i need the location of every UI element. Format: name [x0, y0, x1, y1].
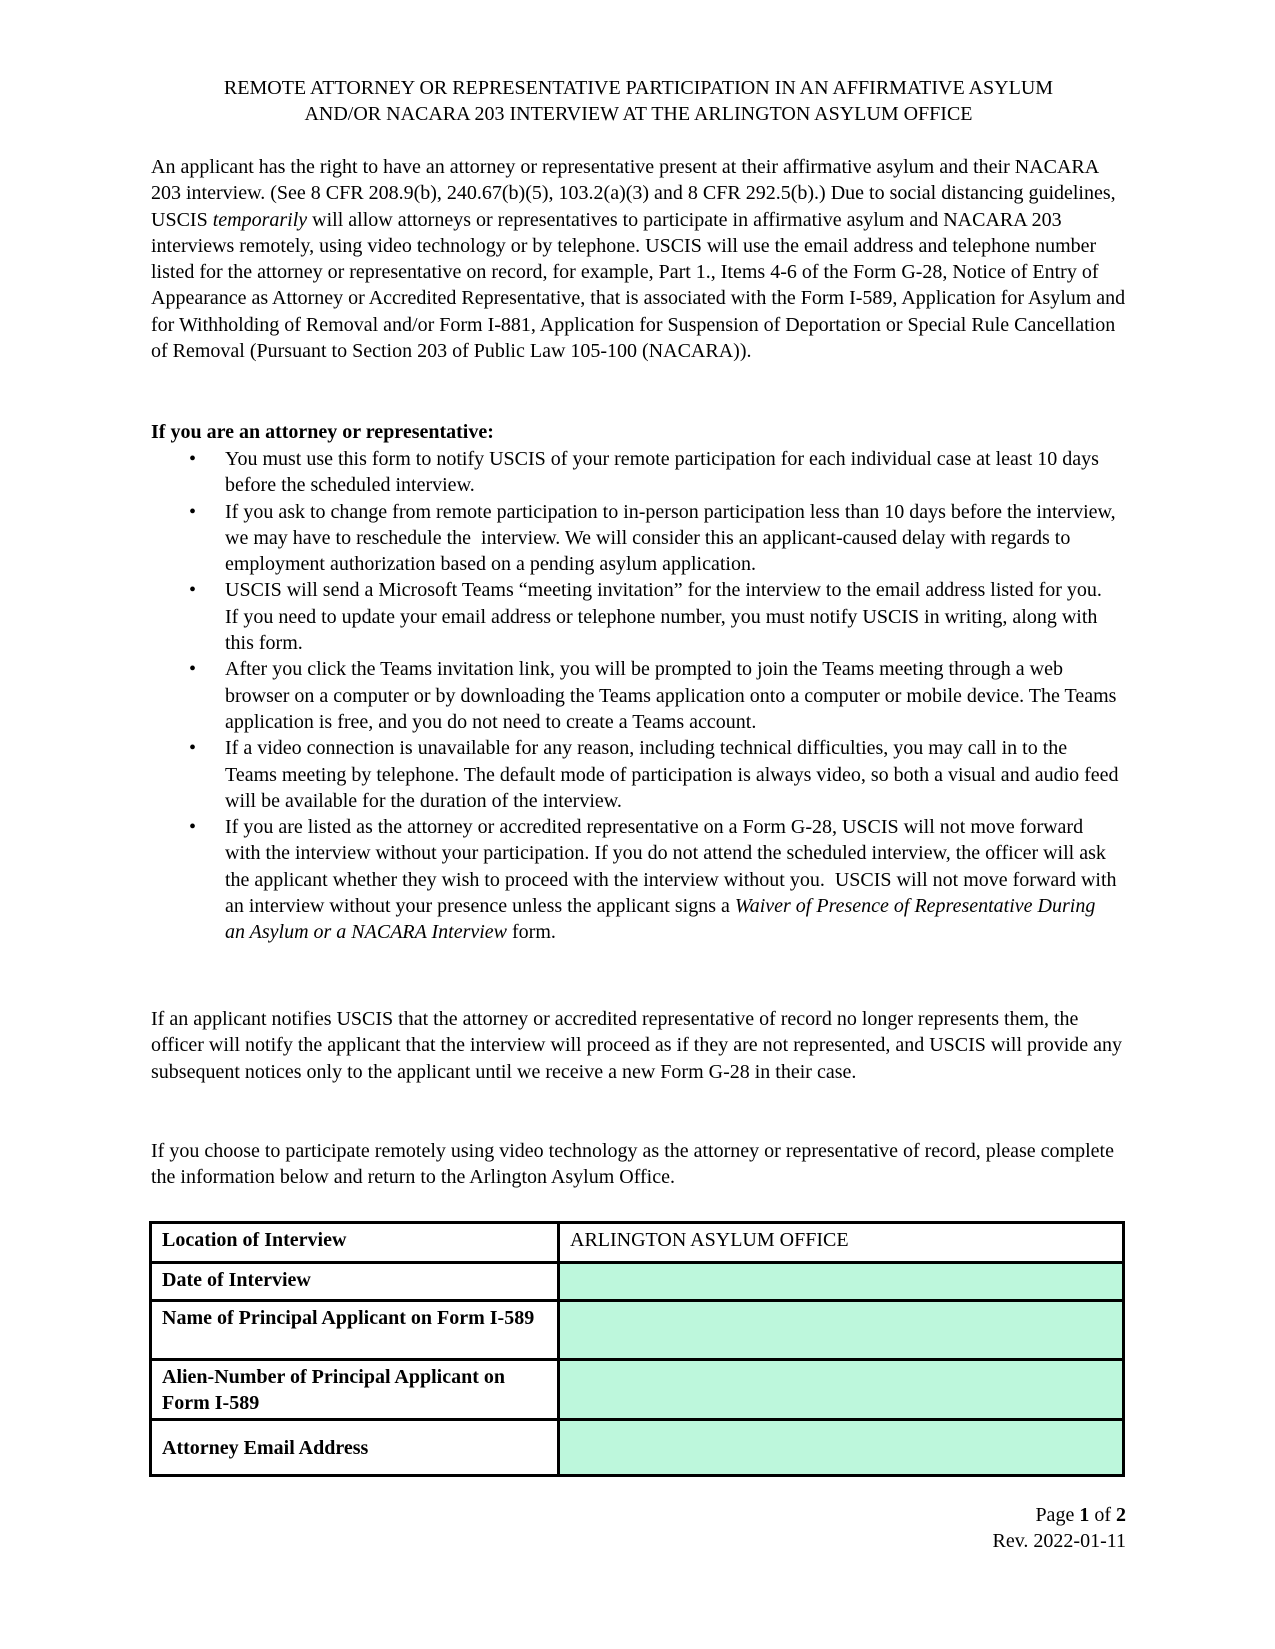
bullet-icon: •	[189, 448, 197, 470]
document-title	[151, 75, 1126, 127]
bullet-item	[151, 656, 1120, 735]
page-current: 1	[1079, 1504, 1090, 1526]
bullet-text: After you click the Teams invitation link, you will be prompted to join the Teams meeting through a web browser on a computer or by downloading the Teams application onto a computer or mobile device. The Teams application is free, and you do not need to create a Teams account.	[225, 658, 1122, 733]
page-number	[993, 1502, 1127, 1528]
withdrawal-paragraph: If an applicant notifies USCIS that the attorney or accredited representative of record no longer represents them, the officer will notify the applicant that the interview will proceed as if they are not represented, and USCIS will provide any subsequent notices only to the applicant until we receive a new Form G-28 in their case.	[151, 1008, 1123, 1083]
page-of: of	[1089, 1504, 1116, 1526]
date-of-interview-field-cell	[559, 1263, 1124, 1301]
label-location-of-interview: Location of Interview	[151, 1223, 559, 1263]
bullet-icon: •	[189, 658, 197, 681]
bullet-item	[151, 577, 1120, 656]
applicant-name-field[interactable]	[570, 1304, 1112, 1356]
bullet-item	[151, 499, 1120, 578]
bullet-icon: •	[189, 579, 197, 602]
bullet-text-end: form.	[507, 921, 556, 944]
bullet-text: If you ask to change from remote participation to in-person participation less than 10 days before the interview, we may have to reschedule the interview. We will consider this an applicant-caused delay with regards to employment authorization based on a pending asylum application.	[225, 500, 1121, 576]
bullet-text: If a video connection is unavailable for any reason, including technical difficulties, you may call in to the Teams meeting by telephone. The default mode of participation is always video, so both a visual and audio feed will be available for the duration of the interview.	[225, 737, 1124, 812]
bullet-item	[151, 735, 1124, 814]
revision-date: Rev. 2022-01-11	[992, 1530, 1126, 1552]
intro-text-2: will allow attorneys or representatives to participate in affirmative asylum and NACARA 203 interviews remotely, using video technology or by telephone. USCIS will use the email address and telephone number listed for the attorney or representative on record, for example, Part 1., Items 4-6 of the Form G-28, Notice of Entry of Appearance as Attorney or Accredited Representative, that is associated with the Form I-589, Application for Asylum and for Withholding of Removal and/or Form I-881, Application for Suspension of Deportation or Special Rule Cancellation of Removal (Pursuant to Section 203 of Public Law 105-100 (NACARA)).	[151, 208, 1126, 363]
attorney-email-field[interactable]	[570, 1423, 1112, 1472]
label-attorney-email: Attorney Email Address	[151, 1420, 559, 1476]
attorney-section-heading: If you are an attorney or representative:	[151, 421, 494, 443]
table-row-attorney-email	[151, 1420, 1124, 1476]
date-of-interview-field[interactable]	[570, 1266, 1112, 1297]
bullet-text: USCIS will send a Microsoft Teams “meeting invitation” for the interview to the email address listed for you. If you need to update your email address or telephone number, you must notify USCIS in writing, along with this form.	[225, 579, 1107, 655]
value-location-of-interview: ARLINGTON ASYLUM OFFICE	[559, 1223, 1124, 1263]
bullet-text: If you are listed as the attorney or accredited representative on a Form G-28, USCIS will not move forward with the interview without your participation. If you do not attend the scheduled interview, the officer will ask the applicant whether they wish to proceed with the interview without you. USCIS will not move forward with an interview without your presence unless the applicant signs a	[225, 816, 1122, 918]
bullet-item	[151, 814, 1120, 945]
label-alien-number: Alien-Number of Principal Applicant on Form I-589	[151, 1360, 559, 1420]
bullet-icon: •	[189, 816, 197, 839]
table-row-alien-number	[151, 1360, 1124, 1420]
attorney-bullet-list	[151, 446, 1126, 946]
title-line-1: REMOTE ATTORNEY OR REPRESENTATIVE PARTICIPATION IN AN AFFIRMATIVE ASYLUM	[223, 77, 1054, 99]
bullet-icon: •	[189, 737, 197, 760]
alien-number-field[interactable]	[570, 1363, 1112, 1416]
title-line-2: AND/OR NACARA 203 INTERVIEW AT THE ARLINGTON ASYLUM OFFICE	[304, 103, 973, 125]
applicant-name-field-cell	[559, 1301, 1124, 1360]
label-applicant-name: Name of Principal Applicant on Form I-589	[151, 1301, 559, 1360]
page-footer	[993, 1502, 1127, 1554]
instructions-paragraph: If you choose to participate remotely using video technology as the attorney or representative of record, please complete the information below and return to the Arlington Asylum Office.	[151, 1140, 1114, 1189]
bullet-item	[151, 446, 1120, 499]
alien-number-field-cell	[559, 1360, 1124, 1420]
page-prefix: Page	[1035, 1504, 1080, 1526]
bullet-icon: •	[189, 500, 197, 523]
bullet-text: You must use this form to notify USCIS of your remote participation for each individual case at least 10 days before the scheduled interview.	[225, 448, 1104, 497]
attorney-email-field-cell	[559, 1420, 1124, 1476]
interview-info-table	[149, 1221, 1125, 1477]
table-row-location	[151, 1223, 1124, 1263]
table-row-date	[151, 1263, 1124, 1301]
table-row-applicant-name	[151, 1301, 1124, 1360]
label-date-of-interview: Date of Interview	[151, 1263, 559, 1301]
page-total: 2	[1116, 1504, 1126, 1526]
waiver-form-title: Waiver of Presence of Representative During an Asylum or a NACARA Interview	[225, 895, 1096, 944]
intro-text-1: An applicant has the right to have an attorney or representative present at their affirmative asylum and their NACARA 203 interview. (See 8 CFR 208.9(b), 240.67(b)(5), 103.2(a)(3) and 8 CFR 292.5(b).) Due to social distancing guidelines, USCIS	[151, 156, 1116, 231]
intro-italic-temporarily: temporarily	[212, 208, 308, 231]
intro-paragraph	[151, 154, 1126, 364]
